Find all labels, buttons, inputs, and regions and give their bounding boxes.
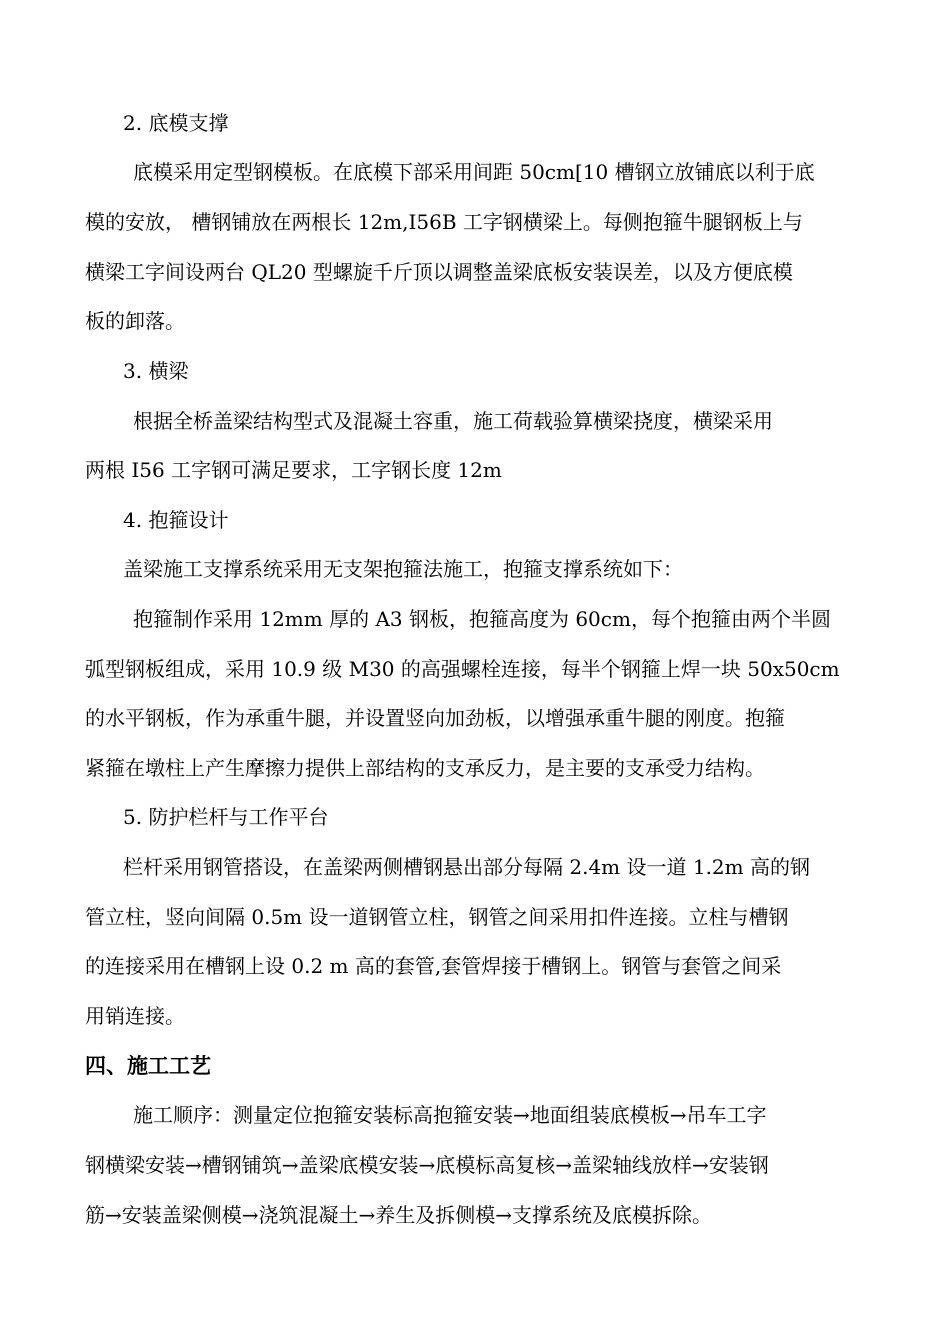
paragraph-line: 底模采用定型钢模板。在底模下部采用间距 50cm[10 槽钢立放铺底以利于底 bbox=[133, 160, 815, 184]
paragraph-line: 的水平钢板，作为承重牛腿，并设置竖向加劲板，以增强承重牛腿的刚度。抱箍 bbox=[85, 706, 785, 730]
paragraph-line: 施工顺序：测量定位抱箍安装标高抱箍安装→地面组装底模板→吊车工字 bbox=[133, 1103, 767, 1127]
paragraph-line: 弧型钢板组成，采用 10.9 级 M30 的高强螺栓连接，每半个钢箍上焊一块 50x50cm bbox=[85, 657, 840, 681]
paragraph-line: 筋→安装盖梁侧模→浇筑混凝土→养生及拆侧模→支撑系统及底模拆除。 bbox=[85, 1203, 713, 1227]
paragraph-line: 两根 I56 工字钢可满足要求，工字钢长度 12m bbox=[85, 458, 502, 482]
section-4-heading: 4. 抱箍设计 bbox=[123, 508, 229, 532]
section-5-heading: 5. 防护栏杆与工作平台 bbox=[123, 805, 329, 829]
paragraph-line: 用销连接。 bbox=[85, 1004, 185, 1028]
section-2-heading: 2. 底模支撑 bbox=[123, 111, 229, 135]
paragraph-line: 管立柱，竖向间隔 0.5m 设一道钢管立柱，钢管之间采用扣件连接。立柱与槽钢 bbox=[85, 905, 789, 929]
paragraph-line: 钢横梁安装→槽钢铺筑→盖梁底模安装→底模标高复核→盖梁轴线放样→安装钢 bbox=[85, 1153, 769, 1177]
section-3-heading: 3. 横梁 bbox=[123, 359, 189, 383]
paragraph-line: 栏杆采用钢管搭设，在盖梁两侧槽钢悬出部分每隔 2.4m 设一道 1.2m 高的钢 bbox=[123, 855, 810, 879]
chapter-4-heading: 四、施工工艺 bbox=[85, 1054, 211, 1078]
paragraph-line: 横梁工字间设两台 QL20 型螺旋千斤顶以调整盖梁底板安装误差，以及方便底模 bbox=[85, 260, 793, 284]
paragraph-line: 板的卸落。 bbox=[85, 309, 185, 333]
paragraph-line: 盖梁施工支撑系统采用无支架抱箍法施工，抱箍支撑系统如下： bbox=[123, 557, 683, 581]
paragraph-line: 根据全桥盖梁结构型式及混凝土容重，施工荷载验算横梁挠度，横梁采用 bbox=[133, 409, 773, 433]
paragraph-line: 的连接采用在槽钢上设 0.2 m 高的套管,套管焊接于槽钢上。钢管与套管之间采 bbox=[85, 954, 782, 978]
paragraph-line: 抱箍制作采用 12mm 厚的 A3 钢板，抱箍高度为 60cm，每个抱箍由两个半圆 bbox=[133, 607, 831, 631]
paragraph-line: 模的安放， 槽钢铺放在两根长 12m,I56B 工字钢横梁上。每侧抱箍牛腿钢板上与 bbox=[85, 210, 803, 234]
paragraph-line: 紧箍在墩柱上产生摩擦力提供上部结构的支承反力，是主要的支承受力结构。 bbox=[85, 756, 765, 780]
